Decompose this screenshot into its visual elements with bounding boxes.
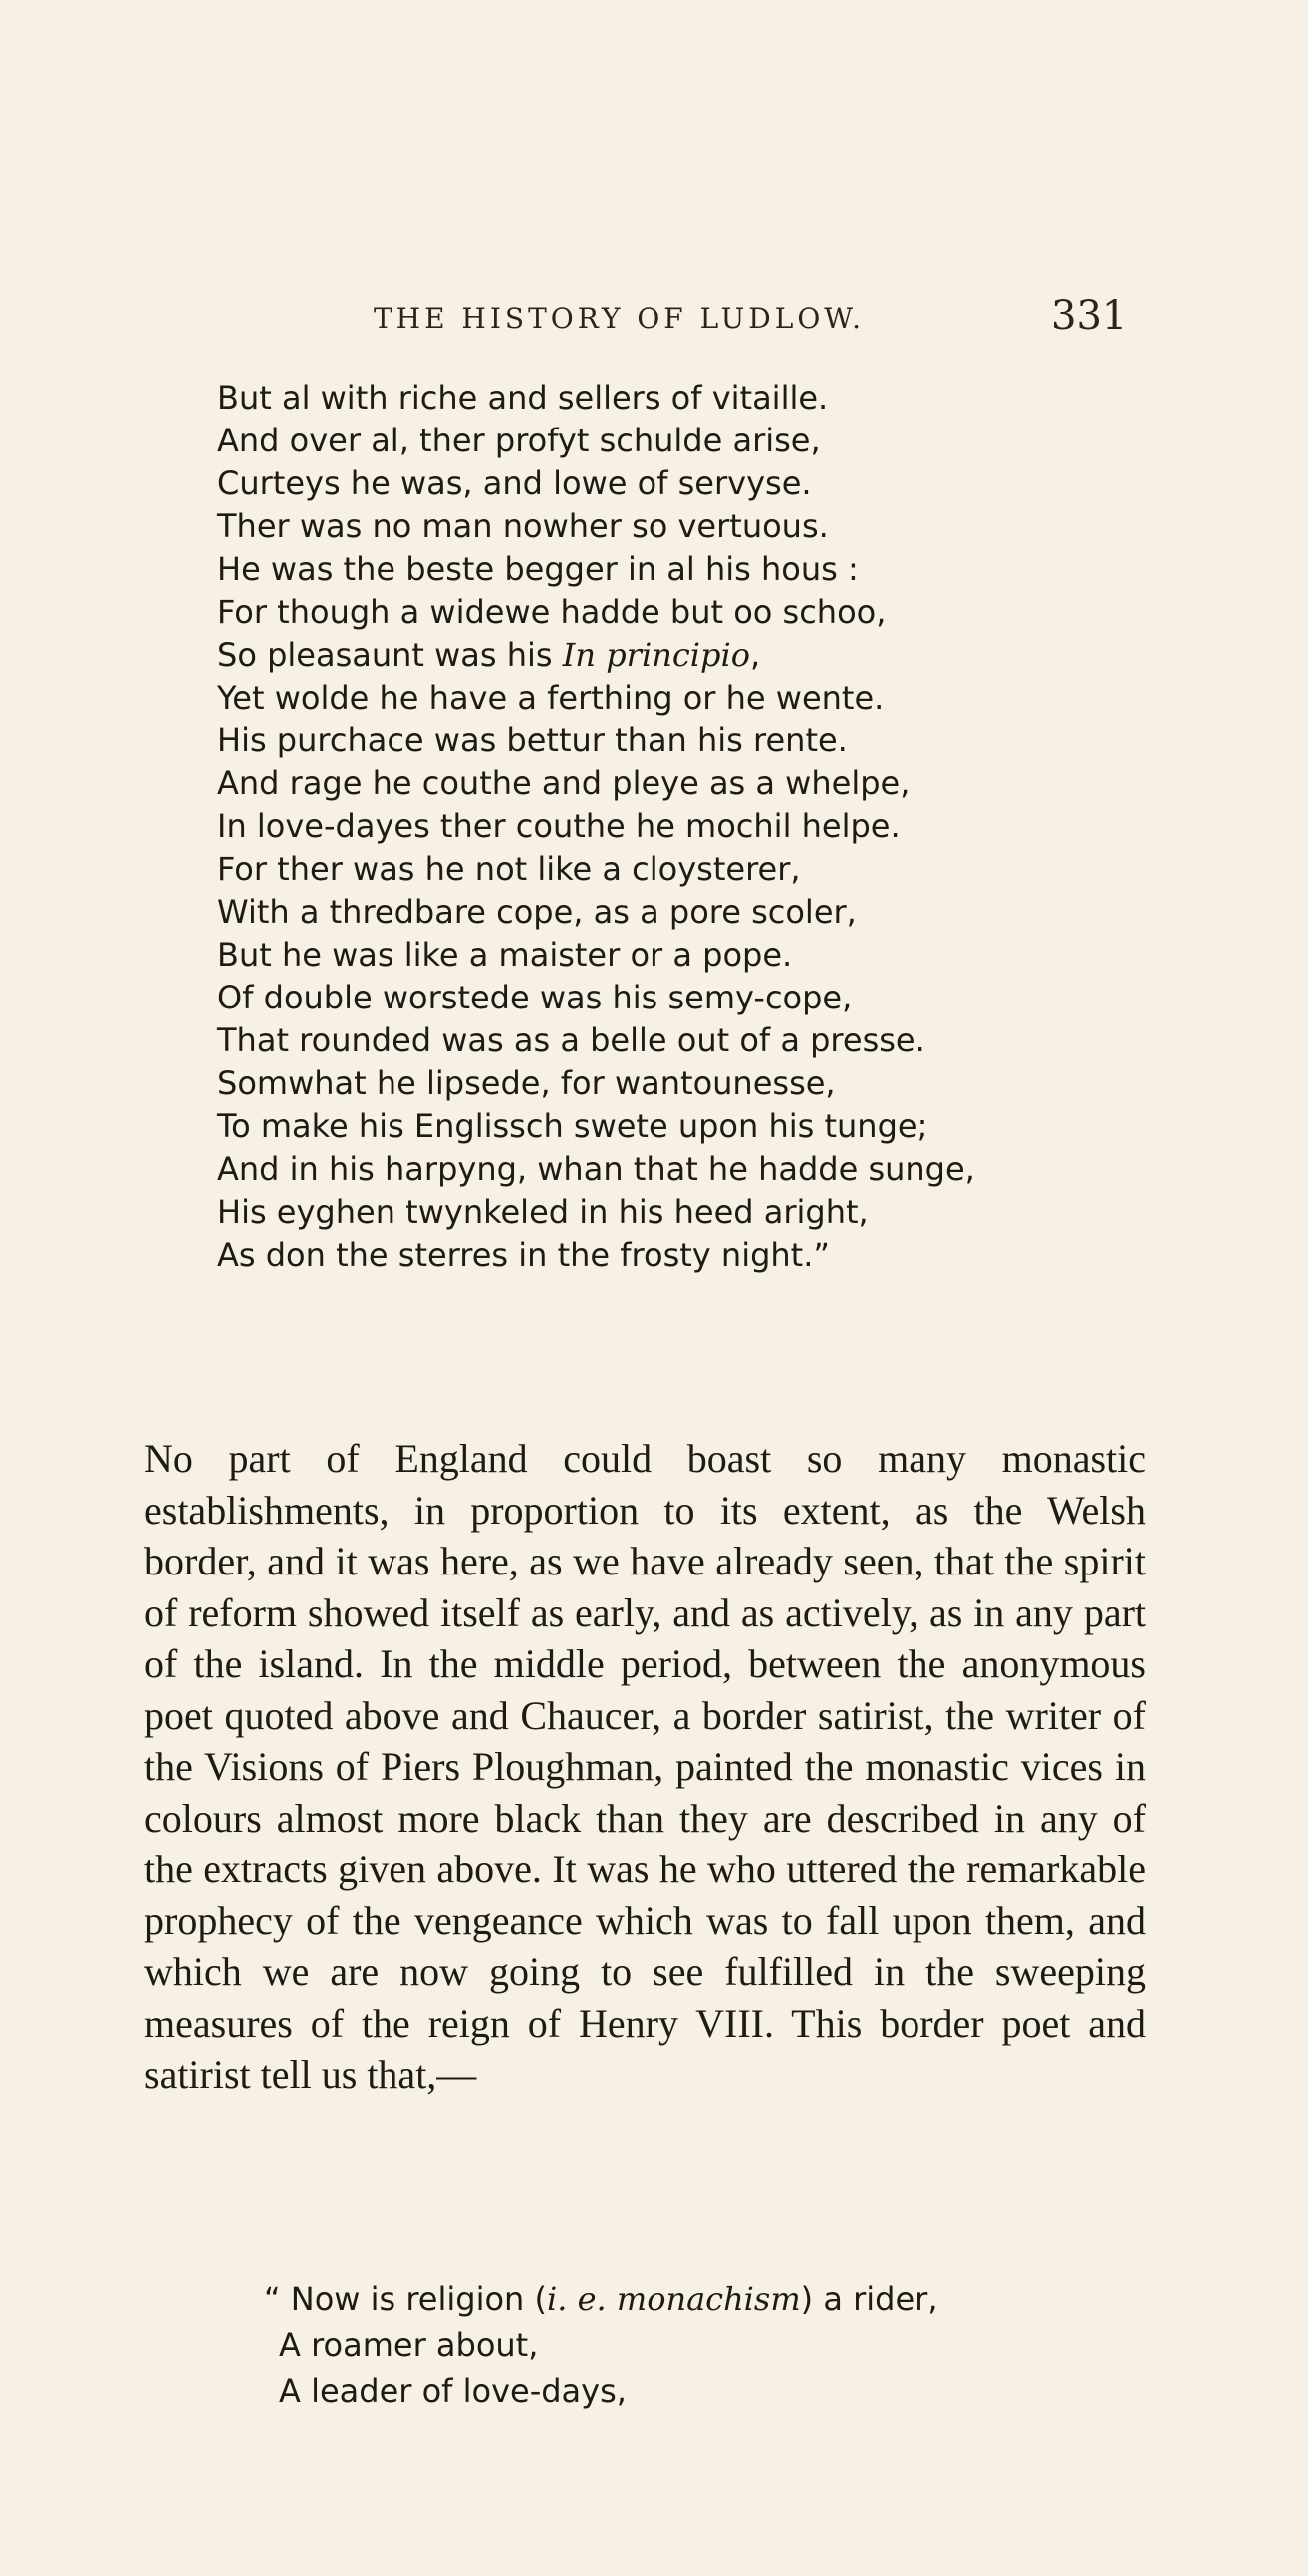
verse-line: Yet wolde he have a ferthing or he wente. (217, 679, 885, 716)
verse-line: He was the beste begger in al his hous : (217, 550, 859, 588)
verse-line: And rage he couthe and pleye as a whelpe, (217, 764, 911, 802)
verse-line-with-italic (217, 636, 760, 674)
verse-line: In love-dayes ther couthe he mochil helpe. (217, 807, 901, 845)
body-paragraph: No part of England could boast so many monastic establishments, in proportion to its extent, as the Welsh border, and it was here, as we have already seen, that the spirit of reform showed itself as early, and as actively, as in any part of the island. In the middle period, between the anonymous poet quoted above and Chaucer, a border satirist, the writer of the Visions of Piers Ploughman, painted the monastic vices in colours almost more black than they are described in any of the extracts given above. It was he who uttered the remarkable prophecy of the vengeance which was to fall upon them, and which we are now going to see fulfilled in the sweeping measures of the reign of Henry VIII. This border poet and satirist tell us that,— (144, 1436, 1146, 2097)
verse-line: Of double worstede was his semy-cope, (217, 979, 853, 1016)
verse-line: But al with riche and sellers of vitaille. (217, 379, 829, 417)
verse-line: Ther was no man nowher so vertuous. (217, 507, 829, 545)
body-paragraph-block (144, 1433, 1146, 2101)
verse-line: That rounded was as a belle out of a presse. (217, 1021, 925, 1059)
verse-line: And over al, ther profyt schulde arise, (217, 422, 821, 459)
verse-line: But he was like a maister or a pope. (217, 936, 793, 974)
verse-line: For ther was he not like a cloysterer, (217, 850, 801, 888)
verse-line: Curteys he was, and lowe of servyse. (217, 464, 812, 502)
verse-line: His eyghen twynkeled in his heed aright, (217, 1193, 869, 1231)
verse-line: His purchace was bettur than his rente. (217, 721, 848, 759)
verse-punctuation: , (749, 636, 761, 674)
verse-line: To make his Englissch swete upon his tunge; (217, 1107, 928, 1145)
quote-text: ) a rider, (800, 2280, 938, 2318)
page-number: 331 (1051, 293, 1128, 339)
running-head-title: THE HISTORY OF LUDLOW. (374, 302, 866, 335)
verse-line: With a thredbare cope, as a pore scoler, (217, 893, 857, 931)
verse-line: Somwhat he lipsede, for wantounesse, (217, 1064, 836, 1102)
verse-line: And in his harpyng, whan that he hadde sunge, (217, 1150, 975, 1188)
verse-line: As don the sterres in the frosty night.” (217, 1236, 830, 1274)
verse-line: For though a widewe hadde but oo schoo, (217, 593, 887, 631)
italic-gloss: i. e. monachism (546, 2280, 801, 2318)
verse-text: So pleasaunt was his (217, 636, 563, 674)
quoted-verse-line: A leader of love-days, (279, 2372, 627, 2410)
quote-text: “ Now is religion ( (264, 2280, 547, 2318)
quoted-verse-line: A roamer about, (279, 2326, 539, 2364)
quoted-verse-line (264, 2280, 937, 2318)
italic-latin-phrase: In principio (562, 636, 750, 674)
